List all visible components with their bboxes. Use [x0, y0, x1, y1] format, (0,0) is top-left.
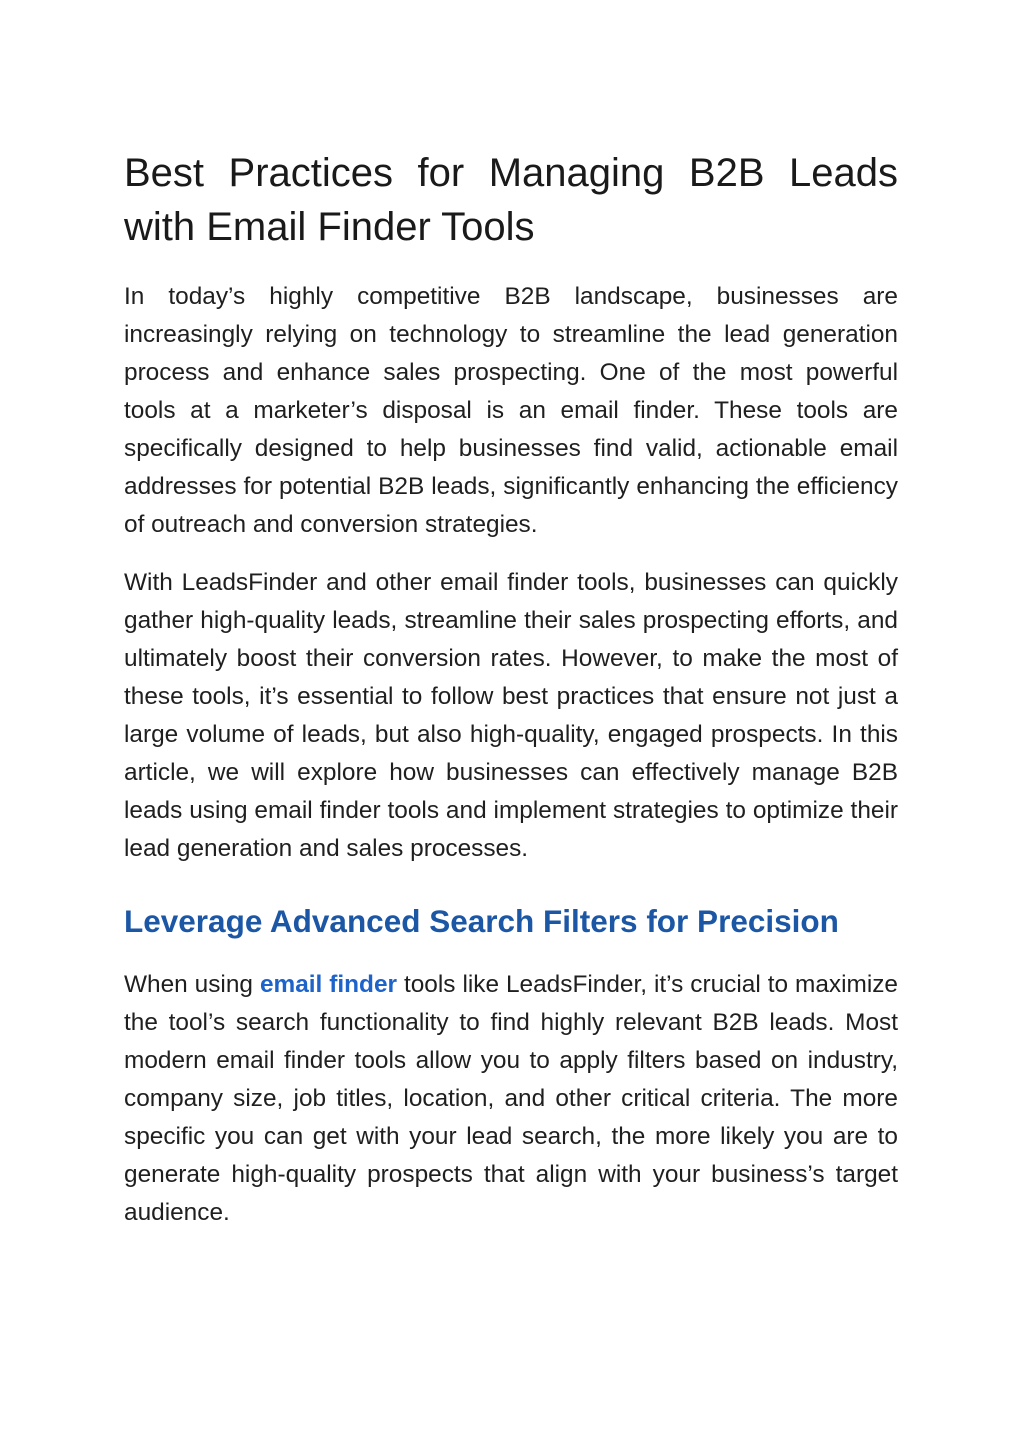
intro-paragraph: In today’s highly competitive B2B landscape, businesses are increasingly relying on technology to streamline the lead generation process and enhance sales prospecting. One of the most powerful tools at a marketer’s disposal is an email finder. These tools are specifically designed to help businesses find valid, actionable email addresses for potential B2B leads, significantly enhancing the efficiency of outreach and conversion strategies. — [124, 283, 898, 538]
search-filters-paragraph — [124, 966, 898, 1232]
paragraph-text-before-link: When using — [124, 971, 260, 998]
section-heading: Leverage Advanced Search Filters for Precision — [124, 903, 839, 939]
document-page — [124, 146, 898, 1232]
leadsfinder-paragraph: With LeadsFinder and other email finder tools, businesses can quickly gather high-quality leads, streamline their sales prospecting efforts, and ultimately boost their conversion rates. However, to make the most of these tools, it’s essential to follow best practices that ensure not just a large volume of leads, but also high-quality, engaged prospects. In this article, we will explore how businesses can effectively manage B2B leads using email finder tools and implement strategies to optimize their lead generation and sales processes. — [124, 569, 898, 862]
email-finder-link[interactable]: email finder — [259, 971, 398, 998]
article-title: Best Practices for Managing B2B Leads with Email Finder Tools — [124, 151, 898, 249]
paragraph-text-after-link: tools like LeadsFinder, it’s crucial to maximize the tool’s search functionality to find highly relevant B2B leads. Most modern email finder tools allow you to apply filters based on industry, company size, job titles, location, and other critical criteria. The more specific you can get with your lead search, the more likely you are to generate high-quality prospects that align with your business’s target audience. — [124, 971, 898, 1226]
